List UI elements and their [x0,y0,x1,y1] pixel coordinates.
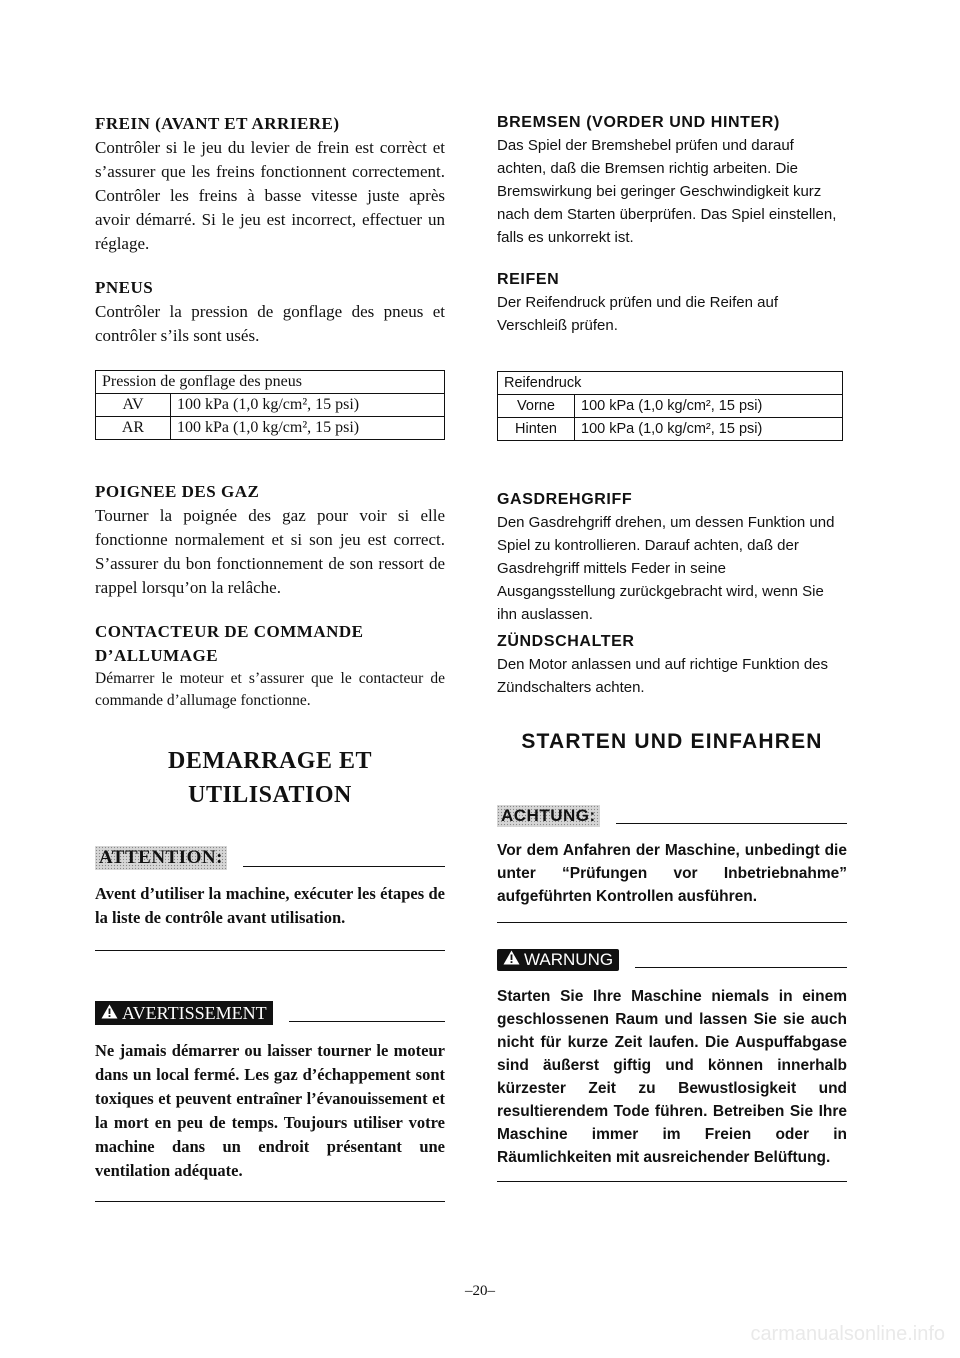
fr-attention-text: Avent d’utiliser la machine, exécuter les étapes de la liste de contrôle avant utilisation. [95,884,445,927]
de-table-row-front-value: 100 kPa (1,0 kg/cm², 15 psi) [575,395,843,418]
de-warning-label: WARNUNG [524,950,614,969]
fr-table-row-front-value: 100 kPa (1,0 kg/cm², 15 psi) [171,394,445,417]
de-tires-heading: REIFEN [497,271,560,288]
de-table-row-front-label: Vorne [498,395,575,418]
de-attention-header [497,805,847,827]
de-brake-text: Das Spiel der Bremshebel prüfen und darauf achten, daß die Bremsen richtig arbeiten. Die Bremswirkung bei geringer Geschwindigkeit kurz nach dem Starten überprüfen. Das Spiel einstellen, falls es unkorrekt ist. [497,137,837,246]
fr-ignition-heading-2: D’ALLUMAGE [95,646,219,665]
fr-table-row-rear-label: AR [96,417,171,440]
fr-throttle-text: Tourner la poignée des gaz pour voir si elle fonctionne normalement et si son jeu est correct. S’assurer du bon fonctionnement de son ressort de rappel lorsqu’on la relâche. [95,506,445,597]
de-section-title: STARTEN UND EINFAHREN [521,730,823,753]
warning-triangle-icon [101,1003,118,1024]
page-number: –20– [465,1283,495,1299]
fr-table-row-rear-value: 100 kPa (1,0 kg/cm², 15 psi) [171,417,445,440]
de-attention-rule [497,922,847,923]
fr-warning-header [95,1001,445,1025]
fr-warning-line [289,1020,445,1022]
de-table-header: Reifendruck [498,372,843,395]
fr-table-row-front-label: AV [96,394,171,417]
fr-tires-heading: PNEUS [95,278,154,297]
de-warning-badge [497,949,619,971]
fr-section-title-2: UTILISATION [188,782,352,808]
watermark-text: carmanualsonline.info [750,1323,945,1345]
fr-ignition-heading-1: CONTACTEUR DE COMMANDE [95,622,364,641]
fr-ignition-text: Démarrer le moteur et s’assurer que le contacteur de commande d’allumage fonctionne. [95,670,445,709]
warning-triangle-icon [503,950,520,970]
fr-attention-line [243,865,445,867]
de-warning-header [497,949,847,971]
de-attention-text: Vor dem Anfahren der Maschine, unbedingt die unter “Prüfungen vor Inbetriebnahme” aufgeführten Kontrollen ausführen. [497,842,847,905]
french-column [95,112,445,1202]
fr-tire-pressure-table [95,370,445,440]
de-brake-heading: BREMSEN (VORDER UND HINTER) [497,114,780,131]
de-table-row-rear-label: Hinten [498,418,575,441]
de-throttle-text: Den Gasdrehgriff drehen, um dessen Funktion und Spiel zu kontrollieren. Darauf achten, daß der Gasdrehgriff mittels Feder in seine Ausgangsstellung zurückgebracht wird, wenn Sie ihn auslassen. [497,514,835,623]
fr-attention-rule [95,950,445,951]
de-table-row-rear-value: 100 kPa (1,0 kg/cm², 15 psi) [575,418,843,441]
fr-warning-rule [95,1201,445,1202]
fr-warning-badge [95,1001,273,1025]
de-attention-badge: ACHTUNG: [497,805,600,827]
fr-warning-text: Ne jamais démarrer ou laisser tourner le moteur dans un local fermé. Les gaz d’échappement sont toxiques et peuvent entraîner l’évanouissement et la mort en peu de temps. Toujours utiliser votre machine dans un endroit présentant une ventilation adéquate. [95,1041,445,1180]
de-tire-pressure-table [497,371,843,441]
fr-warning-label: AVERTISSEMENT [122,1003,267,1023]
fr-brake-heading: FREIN (AVANT ET ARRIERE) [95,114,340,133]
de-warning-text: Starten Sie Ihre Maschine niemals in einem geschlossenen Raum und lassen Sie sie auch nicht für kurze Zeit laufen. Die Auspuffabgase sind äußerst giftig und können innerhalb kürzester Zeit zu Bewustlosigkeit und resultierendem Tode führen. Betreiben Sie Ihre Maschine immer im Freien oder in Räumlichkeiten mit ausreichender Belüftung. [497,988,847,1166]
fr-attention-badge: ATTENTION: [95,846,227,870]
de-warning-line [635,966,847,968]
fr-section-title-1: DEMARRAGE ET [167,748,372,774]
fr-brake-text: Contrôler si le jeu du levier de frein est corrèct et s’assurer que les freins fonctionnent correctement. Contrôler les freins à basse vitesse juste après avoir démarré. Si le jeu est incorrect, effectuer un réglage. [95,138,445,253]
fr-attention-header [95,846,445,870]
de-ignition-text: Den Motor anlassen und auf richtige Funktion des Zündschalters achten. [497,656,829,696]
fr-tires-text: Contrôler la pression de gonflage des pneus et contrôler s’ils sont usés. [95,302,445,345]
de-attention-line [616,822,847,824]
de-throttle-heading: GASDREHGRIFF [497,491,633,508]
fr-throttle-heading: POIGNEE DES GAZ [95,482,260,501]
de-tires-text: Der Reifendruck prüfen und die Reifen auf Verschleiß prüfen. [497,294,779,334]
german-column [497,112,847,1182]
de-ignition-heading: ZÜNDSCHALTER [497,633,635,650]
de-warning-rule [497,1181,847,1182]
fr-table-header: Pression de gonflage des pneus [96,371,445,394]
